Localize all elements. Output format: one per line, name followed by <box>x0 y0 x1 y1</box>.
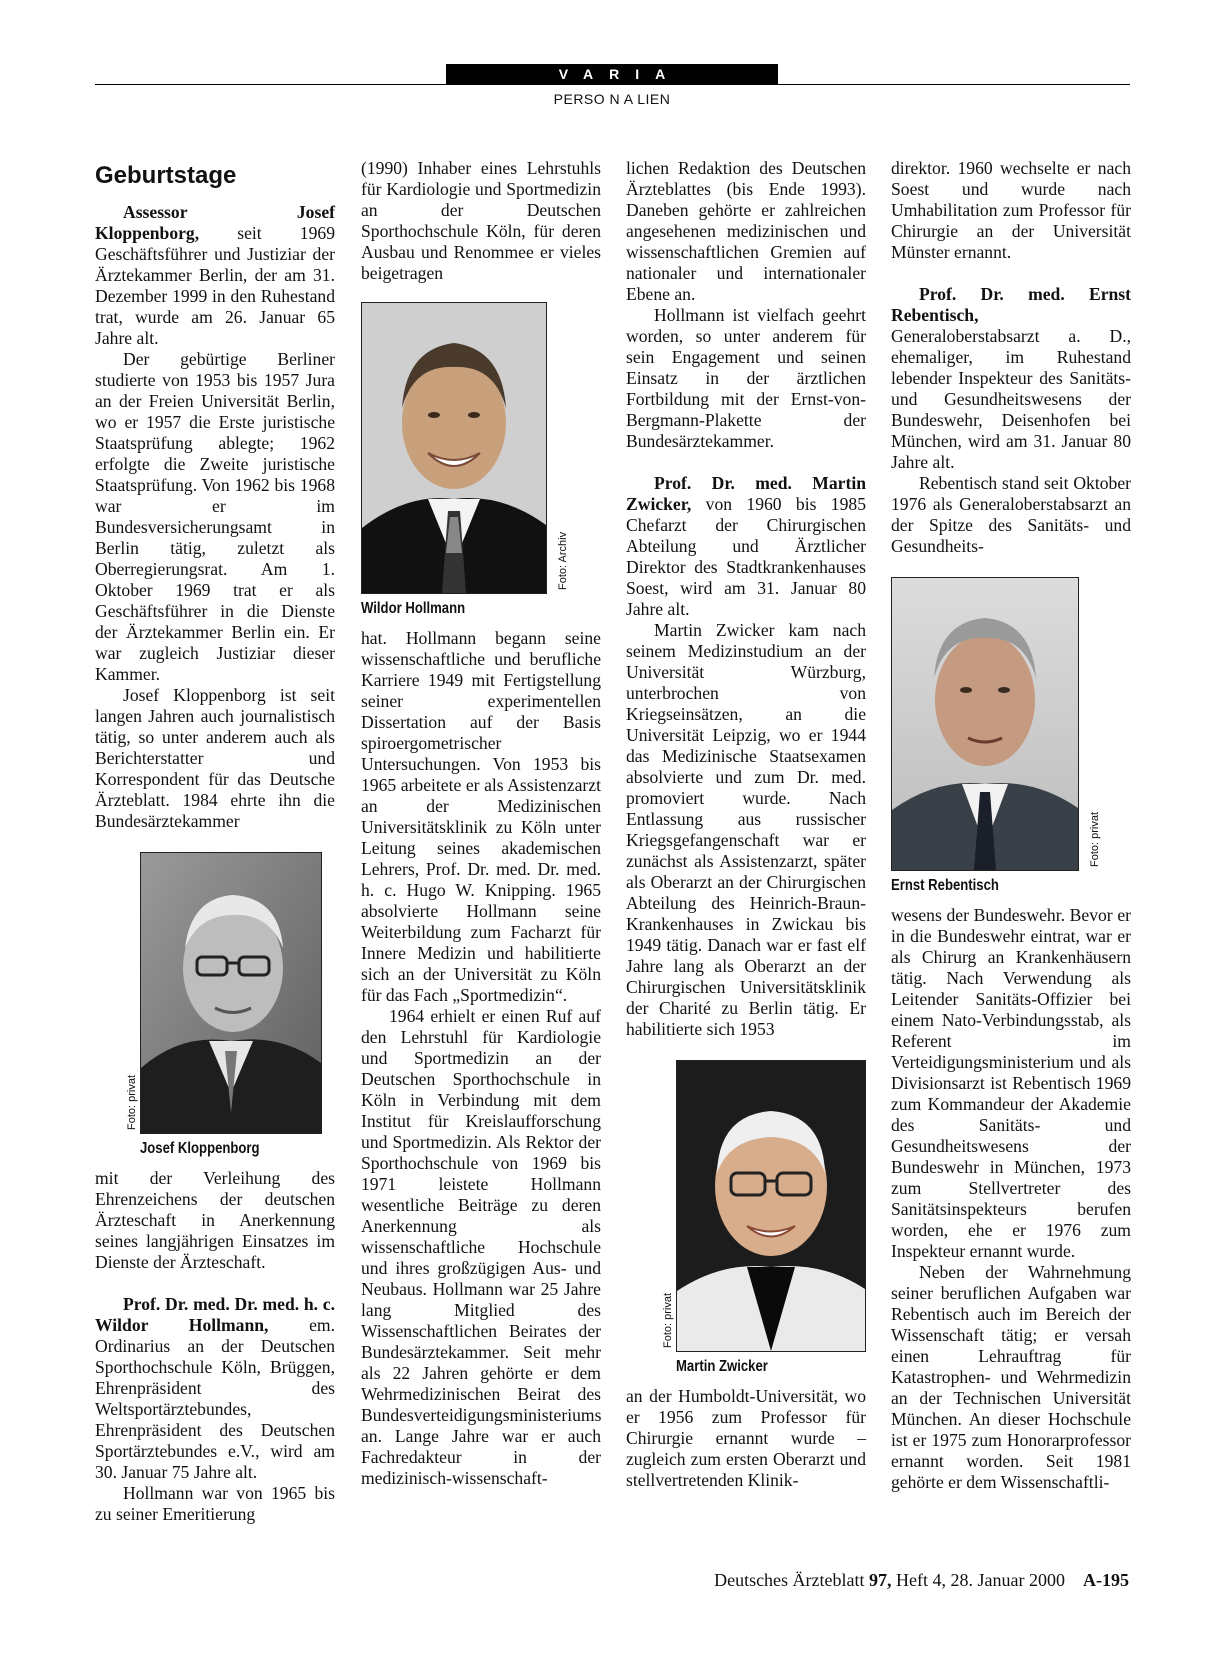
photo-caption: Wildor Hollmann <box>361 600 466 617</box>
paragraph: hat. Hollmann begann seine wissenschaftliche und berufliche Karriere 1949 mit Fertigstellung seiner experimentellen Dissertation auf der Basis spiroergometrischer Untersuchungen. Von 1953 bis 1965 arbeitete er als Assistenzarzt an der Medizinischen Universitätsklinik zu Köln unter Leitung seines akademischen Lehrers, Prof. Dr. med. Dr. med. h. c. Hugo W. Knipping. 1965 absolvierte Hollmann seine Weiterbildung zum Facharzt für Innere Medizin und habilitierte sich an der Universität zu Köln für das Fach „Sportmedizin“. <box>361 628 601 1005</box>
paragraph: Hollmann war von 1965 bis zu seiner Emeritierung <box>95 1483 335 1524</box>
journal-issue: Heft 4, 28. Januar 2000 <box>896 1570 1065 1590</box>
paragraph: Hollmann ist vielfach geehrt worden, so unter anderem für sein Engagement und seinen Einsatz in der ärztlichen Fortbildung mit der Ernst-von-Bergmann-Plakette der Bundesärztekammer. <box>626 305 866 451</box>
paragraph: Rebentisch stand seit Oktober 1976 als Generaloberstabsarzt an der Spitze des Sanitäts- und Gesundheits- <box>891 473 1131 556</box>
figure-kloppenborg <box>126 852 335 1160</box>
paragraph: Prof. Dr. med. Ernst Rebentisch, Generaloberstabsarzt a. D., ehemaliger, im Ruhestand lebender Inspekteur des Sanitäts- und Gesundheitswesens der Bundeswehr, Deisenhofen bei München, wird am 31. Januar 80 Jahre alt. <box>891 284 1131 472</box>
paragraph: (1990) Inhaber eines Lehrstuhls für Kardiologie und Sportmedizin an der Deutschen Sporthochschule Köln, für deren Ausbau und Renommee er vieles beigetragen <box>361 158 601 283</box>
person-name: Prof. Dr. med. Martin Zwicker, <box>626 473 866 514</box>
photo-hollmann <box>361 302 547 594</box>
photo-credit: Foto: Archiv <box>557 531 569 590</box>
column-1 <box>95 158 335 1525</box>
paragraph: mit der Verleihung des Ehrenzeichens der deutschen Ärzteschaft in Anerkennung seines langjährigen Einsatzes im Dienste der Ärzteschaft. <box>95 1168 335 1272</box>
page-footer <box>714 1570 1129 1591</box>
paragraph: wesens der Bundeswehr. Bevor er in die Bundeswehr eintrat, war er als Chirurg an Krankenhäusern tätig. Nach Verwendung als Leitender Sanitäts-Offizier bei einem Nato-Verbindungsstab, als Referent im Verteidigungsministerium und als Divisionsarzt ist Rebentisch 1969 zum Kommandeur der Akademie des Sanitäts- und Gesundheitswesens der Bundeswehr in München, 1973 zum Stellvertreter des Sanitätsinspekteurs berufen worden, ehe er 1976 zum Inspekteur ernannt wurde. <box>891 905 1131 1261</box>
paragraph: 1964 erhielt er einen Ruf auf den Lehrstuhl für Kardiologie und Sportmedizin an der Deutschen Sporthochschule in Köln in Verbindung mit dem Institut für Kreislaufforschung und Sportmedizin. Als Rektor der Sporthochschule von 1969 bis 1971 leistete Hollmann wesentliche Beiträge zu deren Anerkennung als wissenschaftliche Hochschule und ihres großzügigen Aus- und Neubaus. Hollmann war 25 Jahre lang Mitglied des Wissenschaftlichen Beirates der Bundesärztekammer. Seit mehr als 22 Jahren gehörte er dem Wehrmedizinischen Beirat des Bundesverteidigungsministeriums an. Lange Jahre war er auch Fachredakteur in der medizinisch-wissenschaft- <box>361 1006 602 1488</box>
section-label: VARIA <box>446 64 778 85</box>
paragraph: Der gebürtige Berliner studierte von 1953 bis 1957 Jura an der Freien Universität Berlin, wo er 1957 die Erste juristische Staatsprüfung ablegte; 1962 erfolgte die Zweite juristische Staatsprüfung. Von 1962 bis 1968 war er im Bundesversicherungsamt in Berlin tätig, zuletzt als Oberregierungsrat. Am 1. Oktober 1969 trat er als Geschäftsführer in die Dienste der Ärztekammer Berlin ein. Er war zugleich Justiziar dieser Kammer. <box>95 349 335 684</box>
paragraph: Assessor Josef Kloppenborg, seit 1969 Geschäftsführer und Justiziar der Ärztekammer Berlin, der am 31. Dezember 1999 in den Ruhestand trat, wurde am 26. Januar 65 Jahre alt. <box>95 202 335 348</box>
photo-kloppenborg <box>140 852 322 1134</box>
paragraph: Neben der Wahrnehmung seiner beruflichen Aufgaben war Rebentisch auch im Bereich der Wissenschaft tätig; er versah einen Lehrauftrag für Katastrophen- und Wehrmedizin an der Technischen Universität München. An dieser Hochschule ist er 1975 zum Honorarprofessor ernannt worden. Seit 1981 gehörte er dem Wissenschaftli- <box>891 1262 1131 1492</box>
photo-credit: Foto: privat <box>1089 811 1101 867</box>
paragraph: Prof. Dr. med. Dr. med. h. c. Wildor Hollmann, em. Ordinarius an der Deutschen Sporthochschule Köln, Brüggen, Ehrenpräsident des Weltsportärztebundes, Ehrenpräsident des Deutschen Sportärztebundes e.V., wird am 30. Januar 75 Jahre alt. <box>95 1294 335 1482</box>
photo-caption: Ernst Rebentisch <box>891 877 999 894</box>
journal-name: Deutsches Ärzteblatt <box>714 1570 865 1590</box>
page-number: A-195 <box>1083 1570 1129 1590</box>
paragraph: direktor. 1960 wechselte er nach Soest und wurde nach Umhabilitation zum Professor für Chirurgie an der Universität Münster ernannt. <box>891 158 1131 262</box>
person-name: Prof. Dr. med. Ernst Rebentisch, <box>891 284 1131 325</box>
paragraph: an der Humboldt-Universität, wo er 1956 zum Professor für Chirurgie ernannt wurde – zugleich zum ersten Oberarzt und stellvertretenden Klinik- <box>626 1386 866 1490</box>
paragraph: Prof. Dr. med. Martin Zwicker, von 1960 bis 1985 Chefarzt der Chirurgischen Abteilung und Ärztlicher Direktor des Stadtkrankenhauses Soest, wird am 31. Januar 80 Jahre alt. <box>626 473 866 619</box>
figure-hollmann <box>361 302 601 620</box>
photo-caption: Josef Kloppenborg <box>140 1140 260 1157</box>
column-4 <box>891 158 1131 1493</box>
photo-rebentisch <box>891 577 1079 871</box>
paragraph: Martin Zwicker kam nach seinem Medizinstudium an der Universität Würzburg, unterbrochen von Kriegseinsätzen, an die Universität Leipzig, wo er 1944 das Medizinische Staatsexamen absolvierte und zum Dr. med. promoviert wurde. Nach Entlassung aus russischer Kriegsgefangenschaft war er zunächst als Assistenzarzt, später als Oberarzt an der Chirurgischen Abteilung des Heinrich-Braun-Krankenhauses in Zwickau bis 1949 tätig. Danach war er fast elf Jahre lang als Oberarzt an der Chirurgischen Universitätsklinik der Charité zu Berlin tätig. Er habilitierte sich 1953 <box>626 620 866 1039</box>
figure-rebentisch <box>891 577 1131 897</box>
subsection-label: PERSO N A LIEN <box>553 91 671 107</box>
column-3 <box>626 158 866 1491</box>
journal-volume: 97, <box>869 1570 892 1590</box>
photo-caption: Martin Zwicker <box>676 1358 768 1375</box>
photo-zwicker <box>676 1060 866 1352</box>
person-name: Assessor Josef Kloppenborg, <box>95 202 335 243</box>
figure-zwicker <box>662 1060 866 1378</box>
photo-credit: Foto: privat <box>662 1292 674 1348</box>
paragraph: Josef Kloppenborg ist seit langen Jahren auch journalistisch tätig, so unter anderem auch als Berichterstatter und Korrespondent für das Deutsche Ärzteblatt. 1984 ehrte ihn die Bundesärztekammer <box>95 685 335 831</box>
photo-credit: Foto: privat <box>126 1074 138 1130</box>
paragraph: lichen Redaktion des Deutschen Ärzteblattes (bis Ende 1993). Daneben gehörte er zahlreichen angesehenen medizinischen und wissenschaftlichen Gremien auf nationaler und internationaler Ebene an. <box>626 158 866 304</box>
column-2 <box>361 158 601 1489</box>
person-name: Prof. Dr. med. Dr. med. h. c. Wildor Hollmann, <box>95 1294 335 1335</box>
page-title: Geburtstage <box>95 162 237 189</box>
